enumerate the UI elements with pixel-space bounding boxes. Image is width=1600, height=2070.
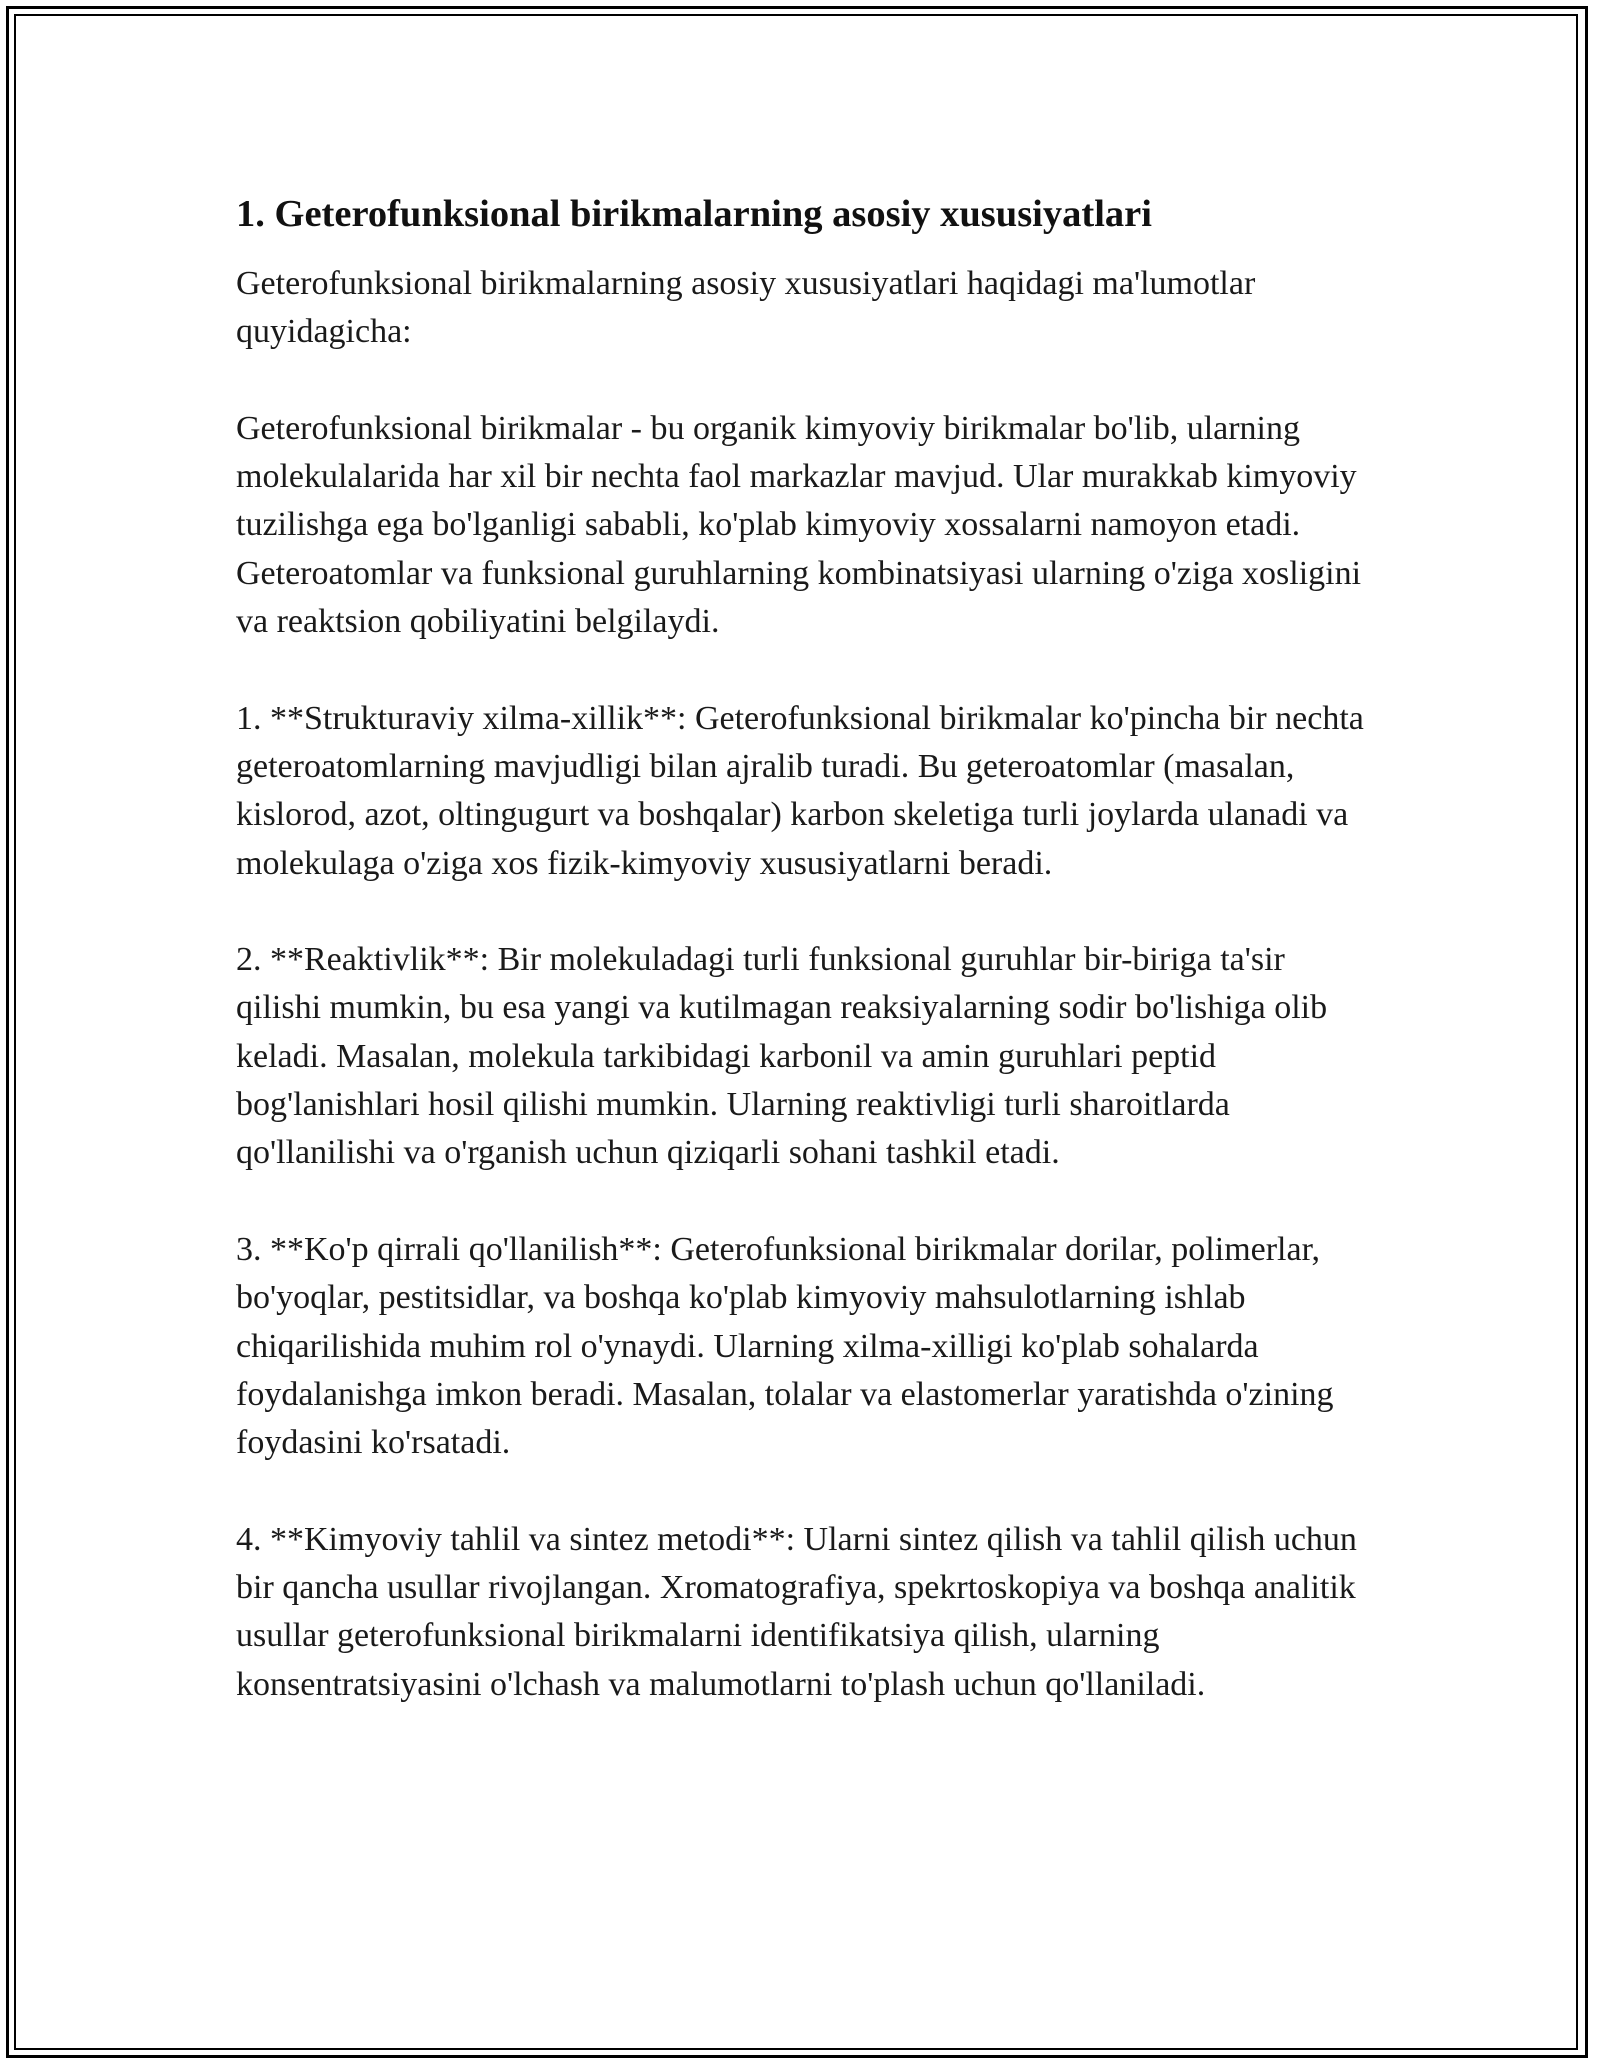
list-item-analysis-synthesis: 4. **Kimyoviy tahlil va sintez metodi**: Ularni sintez qilish va tahlil qilish uchun bir qancha usullar rivojlangan. Xromatografiya, spekrtoskopiya va boshqa analitik usullar geterofunksional birikmalarni identifikatsiya qilish, ularning konsentratsiyasini o'lchash va malumotlarni to'plash uchun qo'llaniladi. bbox=[236, 1520, 1357, 1703]
list-item-applications: 3. **Ko'p qirrali qo'llanilish**: Geterofunksional birikmalar dorilar, polimerlar, bo'yoqlar, pestitsidlar, va boshqa ko'plab kimyoviy mahsulotlarning ishlab chiqarilishida muhim rol o'ynaydi. Ularning xilma-xilligi ko'plab sohalarda foydalanishga imkon beradi. Masalan, tolalar va elastomerlar yaratishda o'zining foydasini ko'rsatadi. bbox=[236, 1230, 1334, 1462]
definition-paragraph: Geterofunksional birikmalar - bu organik kimyoviy birikmalar bo'lib, ularning molekulalarida har xil bir nechta faol markazlar mavjud. Ular murakkab kimyoviy tuzilishga ega bo'lganligi sababli, ko'plab kimyoviy xossalarni namoyon etadi. Geteroatomlar va funksional guruhlarning kombinatsiyasi ularning o'ziga xosligini va reaktsion qobiliyatini belgilaydi. bbox=[236, 409, 1362, 641]
document-title: 1. Geterofunksional birikmalarning asosiy xususiyatlari bbox=[236, 193, 1152, 235]
list-item-structural-diversity: 1. **Strukturaviy xilma-xillik**: Geterofunksional birikmalar ko'pincha bir nechta geteroatomlarning mavjudligi bilan ajralib turadi. Bu geteroatomlar (masalan, kislorod, azot, oltingugurt va boshqalar) karbon skeletiga turli joylarda ulanadi va molekulaga o'ziga xos fizik-kimyoviy xususiyatlarni beradi. bbox=[236, 699, 1364, 882]
intro-paragraph: Geterofunksional birikmalarning asosiy xususiyatlari haqidagi ma'lumotlar quyidagicha: bbox=[236, 265, 1256, 351]
document-body bbox=[236, 186, 1366, 1709]
list-item-reactivity: 2. **Reaktivlik**: Bir molekuladagi turli funksional guruhlar bir-biriga ta'sir qilishi mumkin, bu esa yangi va kutilmagan reaksiyalarning sodir bo'lishiga olib keladi. Masalan, molekula tarkibidagi karbonil va amin guruhlari peptid bog'lanishlari hosil qilishi mumkin. Ularning reaktivligi turli sharoitlarda qo'llanilishi va o'rganish uchun qiziqarli sohani tashkil etadi. bbox=[236, 941, 1328, 1172]
